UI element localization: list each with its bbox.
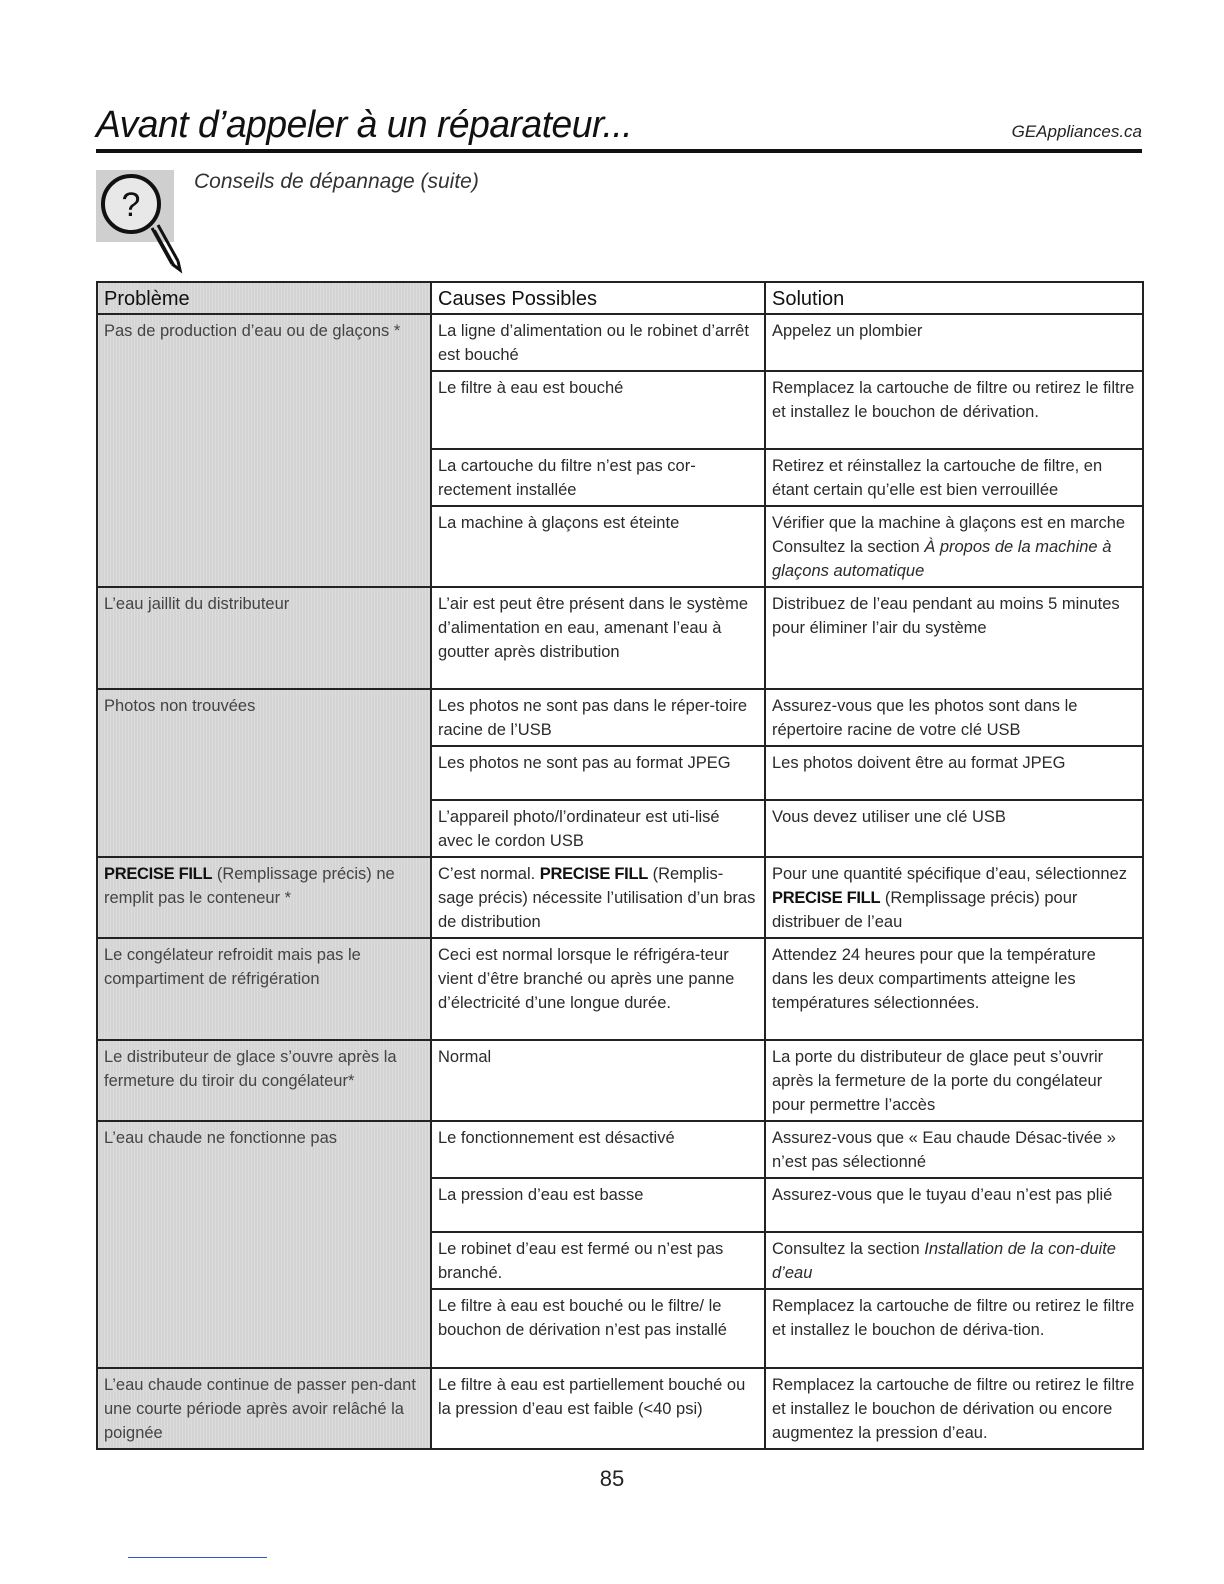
solution-cell <box>765 506 1143 587</box>
precise-fill-keyword: PRECISE FILL <box>772 889 881 907</box>
table-row <box>97 857 1143 938</box>
table-row <box>97 689 1143 746</box>
cause-cell: L’appareil photo/l’ordinateur est uti-lisé avec le cordon USB <box>431 800 765 857</box>
solution-cell: Assurez-vous que les photos sont dans le répertoire racine de votre clé USB <box>765 689 1143 746</box>
solution-text: Pour une quantité spécifique d’eau, sélectionnez <box>772 865 1127 883</box>
problem-cell: L’eau chaude continue de passer pen-dant une courte période après avoir relâché la poignée <box>97 1368 431 1449</box>
table-row <box>97 938 1143 1040</box>
table-header-row <box>97 282 1143 314</box>
solution-cell: Distribuez de l’eau pendant au moins 5 minutes pour éliminer l’air du système <box>765 587 1143 689</box>
precise-fill-keyword: PRECISE FILL <box>539 865 649 883</box>
site-url: GEAppliances.ca <box>1011 122 1142 141</box>
cause-cell: La ligne d’alimentation ou le robinet d’arrêt est bouché <box>431 314 765 371</box>
problem-text: (Remplissage précis) ne remplit pas le conteneur * <box>104 865 395 907</box>
cause-cell: Le filtre à eau est partiellement bouché ou la pression d’eau est faible (<40 psi) <box>431 1368 765 1449</box>
troubleshooting-table <box>96 281 1144 1450</box>
problem-cell: Le distributeur de glace s’ouvre après la fermeture du tiroir du congélateur* <box>97 1040 431 1121</box>
help-question-mark: ? <box>121 186 141 224</box>
solution-cell: Attendez 24 heures pour que la température dans les deux compartiments atteigne les températures sélectionnées. <box>765 938 1143 1040</box>
problem-cell: L’eau chaude ne fonctionne pas <box>97 1121 431 1368</box>
table-row <box>97 587 1143 689</box>
precise-fill-keyword: PRECISE FILL <box>104 865 213 883</box>
table-row <box>97 1040 1143 1121</box>
cause-cell: Le filtre à eau est bouché ou le filtre/ le bouchon de dérivation n’est pas installé <box>431 1289 765 1368</box>
solution-cell: Appelez un plombier <box>765 314 1143 371</box>
problem-cell: Le congélateur refroidit mais pas le compartiment de réfrigération <box>97 938 431 1040</box>
solution-reference: À propos de la machine à glaçons automatique <box>772 538 1112 580</box>
section-subtitle: Conseils de dépannage (suite) <box>194 170 479 193</box>
cause-text: (Remplis-sage précis) nécessite l’utilisation d’un bras de distribution <box>438 865 756 931</box>
solution-cell: Remplacez la cartouche de filtre ou retirez le filtre et installez le bouchon de dériva-tion. <box>765 1289 1143 1368</box>
cause-cell: Le robinet d’eau est fermé ou n’est pas branché. <box>431 1232 765 1289</box>
solution-cell <box>765 857 1143 938</box>
cause-cell: Ceci est normal lorsque le réfrigéra-teur vient d’être branché ou après une panne d’électricité d’une longue durée. <box>431 938 765 1040</box>
solution-cell: Les photos doivent être au format JPEG <box>765 746 1143 800</box>
cause-text: C’est normal. <box>438 865 540 883</box>
solution-cell: Retirez et réinstallez la cartouche de filtre, en étant certain qu’elle est bien verrouillée <box>765 449 1143 506</box>
column-header-problem: Problème <box>97 282 431 314</box>
solution-cell: Vous devez utiliser une clé USB <box>765 800 1143 857</box>
cause-cell: La cartouche du filtre n’est pas cor-rectement installée <box>431 449 765 506</box>
solution-text: Vérifier que la machine à glaçons est en marche Consultez la section <box>772 514 1126 556</box>
solution-cell: Assurez-vous que le tuyau d’eau n’est pas plié <box>765 1178 1143 1232</box>
cause-cell: Le fonctionnement est désactivé <box>431 1121 765 1178</box>
cause-cell <box>431 857 765 938</box>
problem-cell: L’eau jaillit du distributeur <box>97 587 431 689</box>
cause-cell: Les photos ne sont pas dans le réper-toire racine de l’USB <box>431 689 765 746</box>
page-title: Avant d’appeler à un réparateur... <box>96 104 633 146</box>
problem-cell <box>97 857 431 938</box>
column-header-solution: Solution <box>765 282 1143 314</box>
table-row <box>97 1368 1143 1449</box>
solution-cell: Remplacez la cartouche de filtre ou retirez le filtre et installez le bouchon de dérivation ou encore augmentez la pression d’eau. <box>765 1368 1143 1449</box>
title-rule <box>96 149 1142 153</box>
table-row <box>97 314 1143 371</box>
cause-cell: La pression d’eau est basse <box>431 1178 765 1232</box>
cause-cell: Le filtre à eau est bouché <box>431 371 765 449</box>
footer-link-rule <box>128 1557 267 1558</box>
solution-reference: Installation de la con-duite d’eau <box>772 1240 1116 1282</box>
column-header-causes: Causes Possibles <box>431 282 765 314</box>
problem-cell: Photos non trouvées <box>97 689 431 857</box>
help-magnifier-icon <box>96 170 174 242</box>
solution-cell <box>765 1232 1143 1289</box>
solution-cell: La porte du distributeur de glace peut s’ouvrir après la fermeture de la porte du congélateur pour permettre l’accès <box>765 1040 1143 1121</box>
solution-cell: Assurez-vous que « Eau chaude Désac-tivée » n’est pas sélectionné <box>765 1121 1143 1178</box>
solution-text: Consultez la section <box>772 1240 925 1258</box>
cause-cell: Les photos ne sont pas au format JPEG <box>431 746 765 800</box>
solution-cell: Remplacez la cartouche de filtre ou retirez le filtre et installez le bouchon de dérivation. <box>765 371 1143 449</box>
cause-cell: La machine à glaçons est éteinte <box>431 506 765 587</box>
table-row <box>97 1121 1143 1178</box>
cause-cell: Normal <box>431 1040 765 1121</box>
solution-text: (Remplissage précis) pour distribuer de l’eau <box>772 889 1078 931</box>
page-number: 85 <box>599 1466 625 1491</box>
problem-cell: Pas de production d’eau ou de glaçons * <box>97 314 431 587</box>
cause-cell: L’air est peut être présent dans le système d’alimentation en eau, amenant l’eau à goutter après distribution <box>431 587 765 689</box>
